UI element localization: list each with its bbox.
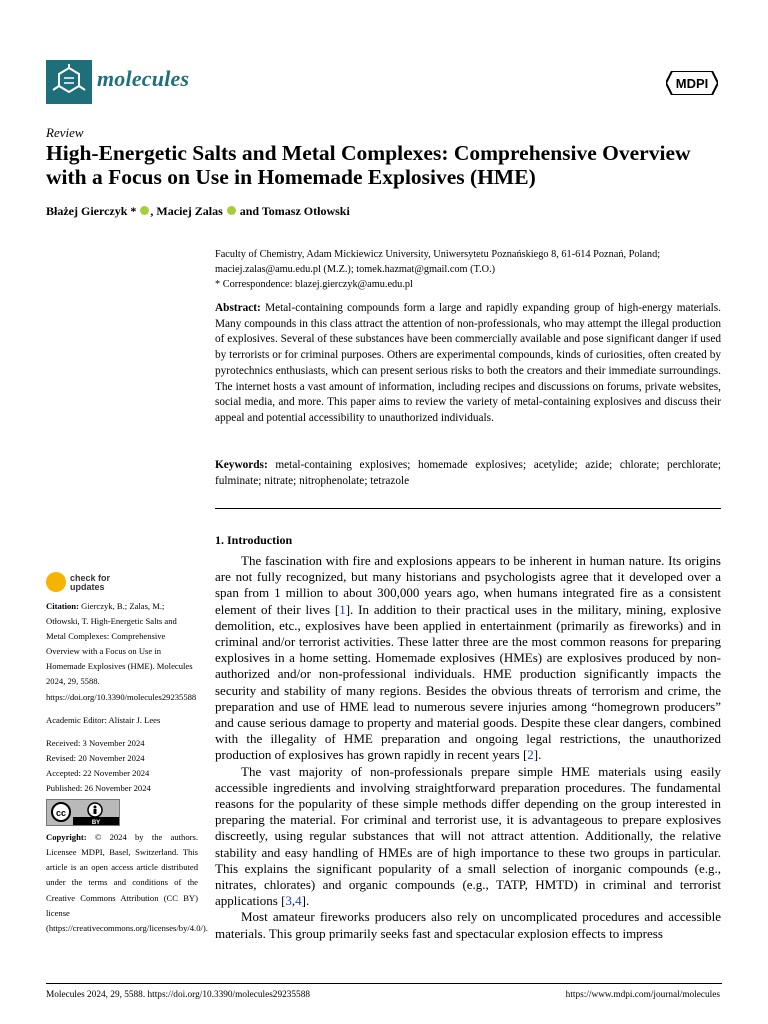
copyright xyxy=(46,830,208,936)
sidebar xyxy=(46,599,208,936)
paragraph-text: ]. In addition to their practical uses in the military, mining, explosive demolition, etc., explosives have been applied in entertainment (primarily as fireworks) and in criminal and/or terrorist activities. These latter three are the most common reasons for preparing explosives in a home setting. Homemade explosives (HMEs) are explosives produced by non-authorized and/or non-professional individuals. HME production significantly impacts the security and stability of many regions. Besides the obvious threats of terrorism and crime, the preparation and use of HME lead to numerous severe injuries among “homegrown producers” and cause serious damage to property and material goods. Despite these clear dangers, combined with the illegality of HME preparation and ongoing legal restrictions, the unauthorized production of explosives has grown rapidly in recent years [ xyxy=(215,601,721,763)
article-type: Review xyxy=(46,125,84,140)
divider xyxy=(215,508,721,509)
correspondence[interactable]: * Correspondence: blazej.gierczyk@amu.edu.pl xyxy=(215,279,413,290)
paragraph-text: The vast majority of non-professionals prepare simple HME materials using easily accessible ingredients and involving straightforward preparation procedures. The fundamental reasons for the popularity of these simple methods differ depending on the group interested in preparing the material. For criminal and terrorist use, it is advantageous to prepare explosives discreetly, using regular substances that will not attract attention. Additionally, the relative stability and easy handling of HMEs are of high importance to these two groups in particular. This explains the significant popularity of a small selection of inorganic compounds (e.g., nitrates, chlorates) and organic compounds (e.g., TATP, HMTD) in criminal and terrorist applications [ xyxy=(215,763,721,909)
reference-link[interactable]: 1 xyxy=(339,601,346,617)
citation-label: Citation: xyxy=(46,601,79,611)
footer-journal-link[interactable]: https://www.mdpi.com/journal/molecules xyxy=(565,990,720,1000)
author-1[interactable]: Błażej Gierczyk * xyxy=(46,204,137,218)
journal-logo-icon xyxy=(46,60,92,104)
author-3[interactable]: and Tomasz Otłowski xyxy=(239,204,350,218)
mdpi-logo-icon[interactable] xyxy=(666,71,718,95)
footer-divider xyxy=(46,983,722,984)
paragraph-text: ]. xyxy=(301,893,310,909)
abstract-text: Metal-containing compounds form a large and rapidly expanding group of high-energy materials. Many compounds in this class attract the attention of non-professionals, who may attempt the illegal production of explosives. Several of these substances have been commercially available and pose significant danger if used by terrorists or for criminal purposes. Others are experimental compounds, kinds of curiosities, often created by pyrotechnics enthusiasts, which can present serious risks to both the creators and their immediate surroundings. The internet hosts a vast amount of information, including recipes and discussions on forums, private websites, social media, and more. This paper aims to review the variety of metal-containing explosives and discuss their appeal and potential accessibility to unauthorized individuals. xyxy=(215,302,722,424)
orcid-icon[interactable] xyxy=(140,206,149,215)
abstract xyxy=(215,301,721,427)
body-paragraph xyxy=(215,553,721,764)
abstract-label: Abstract: xyxy=(215,302,261,314)
article-title: High-Energetic Salts and Metal Complexes: Comprehensive Overview with a Focus on Use in Homemade Explosives (HME) xyxy=(46,141,691,189)
body-text xyxy=(215,553,721,942)
academic-editor: Academic Editor: Alistair J. Lees xyxy=(46,714,161,725)
authors: Błażej Gierczyk * , Maciej Zalas and Tomasz Otłowski xyxy=(46,204,350,218)
paragraph-text: ]. xyxy=(533,747,542,763)
author-2[interactable]: Maciej Zalas xyxy=(156,204,223,218)
check-updates-label: check for updates xyxy=(70,573,111,592)
reference-link[interactable]: 4 xyxy=(295,893,302,909)
keywords-text: metal-containing explosives; homemade explosives; acetylide; azide; chlorate; perchlorate; fulminate; nitrate; nitrophenolate; tetrazole xyxy=(215,459,721,487)
citation xyxy=(46,599,198,705)
affiliations xyxy=(215,247,725,292)
reference-link[interactable]: 2 xyxy=(527,747,534,763)
received-date: Received: 3 November 2024 xyxy=(46,737,145,748)
copyright-text: © 2024 by the authors. Licensee MDPI, Basel, Switzerland. This article is an open access article distributed under the terms and conditions of the Creative Commons Attribution (CC BY) license (https://creativecommons.org/licenses/by/4.0/). xyxy=(46,832,208,933)
footer-citation[interactable]: Molecules 2024, 29, 5588. https://doi.org/10.3390/molecules29235588 xyxy=(46,990,310,1000)
body-paragraph xyxy=(215,764,721,910)
mdpi-logo-text: MDPI xyxy=(675,76,709,91)
citation-text[interactable]: Gierczyk, B.; Zalas, M.; Otłowski, T. High-Energetic Salts and Metal Complexes: Comprehensive Overview with a Focus on Use in Homemade Explosives (HME). Molecules 2024, 29, 5588. https://doi.org/10.3390/molecules29235588 xyxy=(46,601,197,702)
revised-date: Revised: 20 November 2024 xyxy=(46,752,145,763)
keywords xyxy=(215,458,721,489)
orcid-icon[interactable] xyxy=(227,206,236,215)
copyright-label: Copyright: xyxy=(46,832,87,843)
section-heading: 1. Introduction xyxy=(215,533,293,547)
accepted-date: Accepted: 22 November 2024 xyxy=(46,767,150,778)
keywords-label: Keywords: xyxy=(215,459,268,471)
cc-badge-cc-text: cc xyxy=(55,808,67,819)
paragraph-text: The fascination with fire and explosions appears to be inherent in human nature. Its origins are not fully recognized, but many historians and psychologists agree that it developed over a span from 1 million to about 300,000 years ago, when humans integrated fire as a consistent element of their lives [ xyxy=(215,553,721,617)
paragraph-text: Most amateur fireworks producers also rely on uncomplicated procedures and accessible materials. This group primarily seeks fast and spectacular explosion effects to impress xyxy=(215,909,721,941)
cc-by-license-icon[interactable] xyxy=(46,799,120,826)
check-updates-icon xyxy=(46,572,66,592)
body-paragraph xyxy=(215,909,721,941)
journal-name[interactable]: molecules xyxy=(97,66,190,91)
check-for-updates-button[interactable] xyxy=(46,572,126,594)
paragraph-text: , xyxy=(291,893,296,909)
published-date: Published: 26 November 2024 xyxy=(46,783,151,794)
affiliation-emails[interactable]: maciej.zalas@amu.edu.pl (M.Z.); tomek.hazmat@gmail.com (T.O.) xyxy=(215,264,496,275)
affiliation-line: Faculty of Chemistry, Adam Mickiewicz University, Uniwersytetu Poznańskiego 8, 61-614 Poznań, Poland; xyxy=(215,249,661,260)
reference-link[interactable]: 3 xyxy=(285,893,292,909)
cc-badge-by-text: BY xyxy=(91,820,101,826)
